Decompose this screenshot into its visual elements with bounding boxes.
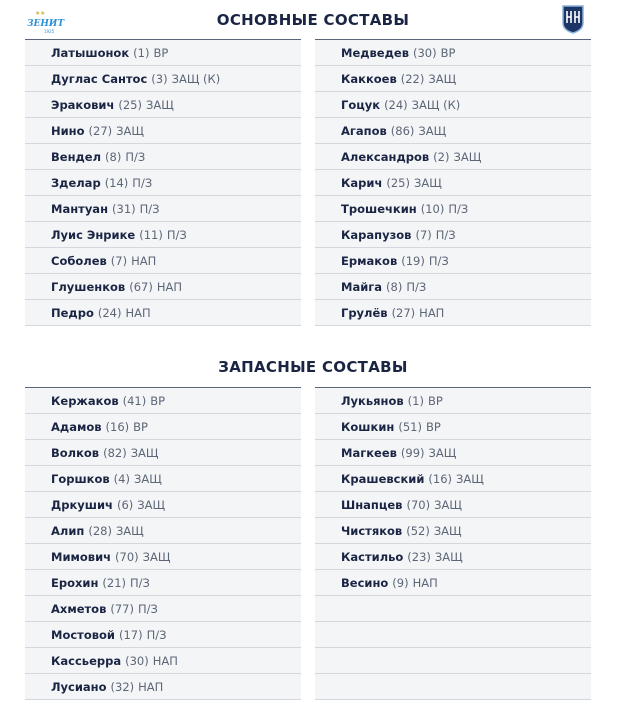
player-row — [25, 622, 301, 648]
player-name: Агапов — [341, 123, 387, 138]
player-name: Дркушич — [51, 497, 113, 512]
player-number: (22) — [400, 71, 425, 86]
player-number: (86) — [390, 123, 415, 138]
player-position: ЗАЩ — [137, 497, 166, 512]
player-number: (27) — [391, 305, 416, 320]
player-row — [315, 66, 591, 92]
player-row — [315, 388, 591, 414]
player-number: (8) — [386, 279, 403, 294]
player-number: (4) — [113, 471, 130, 486]
player-position: ЗАЩ — [433, 523, 462, 538]
player-name: Нино — [51, 123, 85, 138]
player-row — [315, 92, 591, 118]
svg-text:★: ★ — [40, 10, 46, 17]
player-name: Майга — [341, 279, 383, 294]
player-number: (82) — [103, 445, 127, 460]
player-row — [25, 300, 301, 326]
player-row — [315, 118, 591, 144]
player-row — [25, 544, 301, 570]
player-number: (16) — [105, 419, 130, 434]
player-name: Ермаков — [341, 253, 398, 268]
player-name: Кассьерра — [51, 653, 122, 668]
player-name: Гоцук — [341, 97, 381, 112]
player-row — [315, 300, 591, 326]
player-position: ЗАЩ — [130, 445, 159, 460]
player-name: Александров — [341, 149, 430, 164]
player-name: Ерохин — [51, 575, 99, 590]
player-row — [25, 674, 301, 700]
subs-home-list — [25, 387, 301, 700]
player-number: (1) — [133, 45, 150, 60]
player-position: ЗАЩ — [434, 497, 462, 512]
player-number: (1) — [407, 393, 424, 408]
player-number: (11) — [139, 227, 163, 242]
player-position: ЗАЩ — [428, 445, 457, 460]
player-number: (9) — [392, 575, 409, 590]
player-row — [315, 492, 591, 518]
player-row — [315, 544, 591, 570]
player-number: (7) — [110, 253, 128, 268]
player-row — [315, 570, 591, 596]
player-number: (24) — [384, 97, 408, 112]
player-row — [315, 144, 591, 170]
player-name: Медведев — [341, 45, 409, 60]
player-number: (2) — [433, 149, 450, 164]
player-position: П/З — [428, 253, 449, 268]
player-name: Крашевский — [341, 471, 425, 486]
player-row — [315, 196, 591, 222]
starting-away-list — [315, 39, 591, 326]
player-row — [315, 248, 591, 274]
player-number: (32) — [110, 679, 135, 694]
player-row — [25, 66, 301, 92]
player-name: Горшков — [51, 471, 110, 486]
player-number: (7) — [415, 227, 432, 242]
player-position: ЗАЩ — [456, 471, 484, 486]
starting-lineups-title: ОСНОВНЫЕ СОСТАВЫ — [216, 11, 410, 29]
player-position: НАП — [125, 305, 151, 320]
svg-text:★: ★ — [35, 10, 41, 17]
player-name: Эракович — [51, 97, 115, 112]
player-row — [315, 170, 591, 196]
player-position: ЗАЩ — [115, 523, 144, 538]
player-number: (30) — [412, 45, 437, 60]
player-position: ЗАЩ — [413, 175, 442, 190]
player-number: (17) — [118, 627, 143, 642]
player-number: (16) — [428, 471, 453, 486]
player-position: П/З — [146, 627, 167, 642]
player-position: П/З — [132, 175, 153, 190]
player-number: (10) — [420, 201, 445, 216]
player-row — [25, 466, 301, 492]
player-number: (41) — [122, 393, 147, 408]
player-number: (70) — [115, 549, 139, 564]
player-name: Мостовой — [51, 627, 115, 642]
player-row — [315, 518, 591, 544]
empty-row — [315, 648, 591, 674]
player-position: НАП — [152, 653, 178, 668]
player-name: Мантуан — [51, 201, 109, 216]
player-position: П/З — [406, 279, 427, 294]
player-position: ЗАЩ — [434, 549, 463, 564]
player-row — [25, 196, 301, 222]
empty-row — [315, 622, 591, 648]
player-number: (3) — [151, 71, 168, 86]
player-position: ВР — [133, 419, 148, 434]
player-number: (25) — [118, 97, 142, 112]
player-number: (31) — [112, 201, 136, 216]
player-number: (24) — [97, 305, 122, 320]
player-number: (70) — [406, 497, 431, 512]
player-position: ЗАЩ — [453, 149, 482, 164]
player-name: Волков — [51, 445, 100, 460]
player-position: ВР — [153, 45, 169, 60]
player-row — [25, 92, 301, 118]
player-row — [315, 440, 591, 466]
player-row — [315, 40, 591, 66]
empty-row — [315, 596, 591, 622]
player-row — [25, 414, 301, 440]
player-row — [315, 466, 591, 492]
player-name: Трошечкин — [341, 201, 417, 216]
player-position: ЗАЩ — [142, 549, 171, 564]
player-position: ЗАЩ — [133, 471, 162, 486]
player-name: Луис Энрике — [51, 227, 136, 242]
player-row — [25, 518, 301, 544]
player-name: Глушенков — [51, 279, 126, 294]
player-number: (19) — [401, 253, 425, 268]
player-name: Магкеев — [341, 445, 397, 460]
player-position: ВР — [440, 45, 456, 60]
player-name: Зделар — [51, 175, 101, 190]
player-position: НАП — [131, 253, 157, 268]
player-name: Шнапцев — [341, 497, 403, 512]
player-name: Вендел — [51, 149, 102, 164]
player-position: ЗАЩ — [428, 71, 457, 86]
player-row — [25, 170, 301, 196]
player-position: ЗАЩ — [418, 123, 447, 138]
player-number: (23) — [407, 549, 431, 564]
player-position: П/З — [166, 227, 187, 242]
player-position: П/З — [448, 201, 469, 216]
player-position: ВР — [150, 393, 166, 408]
substitutes-title: ЗАПАСНЫЕ СОСТАВЫ — [218, 358, 408, 376]
player-position: П/З — [435, 227, 456, 242]
player-name: Латышонок — [51, 45, 130, 60]
player-position: П/З — [137, 601, 158, 616]
player-row — [25, 222, 301, 248]
player-position: НАП — [138, 679, 164, 694]
player-name: Лукьянов — [341, 393, 404, 408]
player-number: (51) — [398, 419, 422, 434]
player-name: Педро — [51, 305, 94, 320]
empty-row — [315, 674, 591, 700]
player-row — [25, 40, 301, 66]
player-position: ВР — [425, 419, 441, 434]
zenit-logo-text: ЗЕНИТ — [27, 19, 65, 29]
player-position: П/З — [130, 575, 150, 590]
player-number: (25) — [386, 175, 410, 190]
player-row — [25, 248, 301, 274]
player-position: ВР — [427, 393, 443, 408]
player-row — [25, 388, 301, 414]
player-position: ЗАЩ (К) — [411, 97, 461, 112]
player-row — [25, 648, 301, 674]
subs-away-list — [315, 387, 591, 700]
player-row — [25, 570, 301, 596]
player-name: Адамов — [51, 419, 102, 434]
player-name: Лусиано — [51, 679, 107, 694]
player-number: (28) — [88, 523, 112, 538]
player-number: (21) — [102, 575, 127, 590]
player-number: (27) — [88, 123, 113, 138]
player-position: ЗАЩ — [145, 97, 174, 112]
player-name: Кержаков — [51, 393, 119, 408]
player-name: Ахметов — [51, 601, 107, 616]
player-number: (52) — [406, 523, 430, 538]
player-row — [315, 222, 591, 248]
player-position: ЗАЩ — [116, 123, 144, 138]
player-name: Кошкин — [341, 419, 395, 434]
player-number: (77) — [110, 601, 134, 616]
player-name: Кастильо — [341, 549, 404, 564]
player-number: (67) — [129, 279, 153, 294]
player-position: П/З — [139, 201, 160, 216]
player-name: Весино — [341, 575, 389, 590]
player-name: Грулёв — [341, 305, 388, 320]
player-name: Алип — [51, 523, 85, 538]
player-name: Карич — [341, 175, 383, 190]
player-name: Мимович — [51, 549, 112, 564]
player-number: (6) — [116, 497, 134, 512]
player-position: ЗАЩ (К) — [171, 71, 221, 86]
player-number: (8) — [105, 149, 122, 164]
player-row — [25, 118, 301, 144]
player-name: Соболев — [51, 253, 107, 268]
player-number: (30) — [125, 653, 149, 668]
player-row — [315, 274, 591, 300]
player-position: НАП — [419, 305, 445, 320]
starting-home-list — [25, 39, 301, 326]
player-number: (99) — [400, 445, 425, 460]
player-name: Каккоев — [341, 71, 397, 86]
player-position: НАП — [412, 575, 438, 590]
player-name: Чистяков — [341, 523, 403, 538]
player-name: Карапузов — [341, 227, 412, 242]
player-row — [25, 274, 301, 300]
player-row — [25, 596, 301, 622]
player-position: НАП — [156, 279, 182, 294]
player-row — [315, 414, 591, 440]
player-row — [25, 492, 301, 518]
zenit-logo-year: 1925 — [44, 29, 55, 34]
player-number: (14) — [104, 175, 129, 190]
player-name: Дуглас Сантос — [51, 71, 148, 86]
player-row — [25, 440, 301, 466]
player-position: П/З — [125, 149, 146, 164]
player-row — [25, 144, 301, 170]
